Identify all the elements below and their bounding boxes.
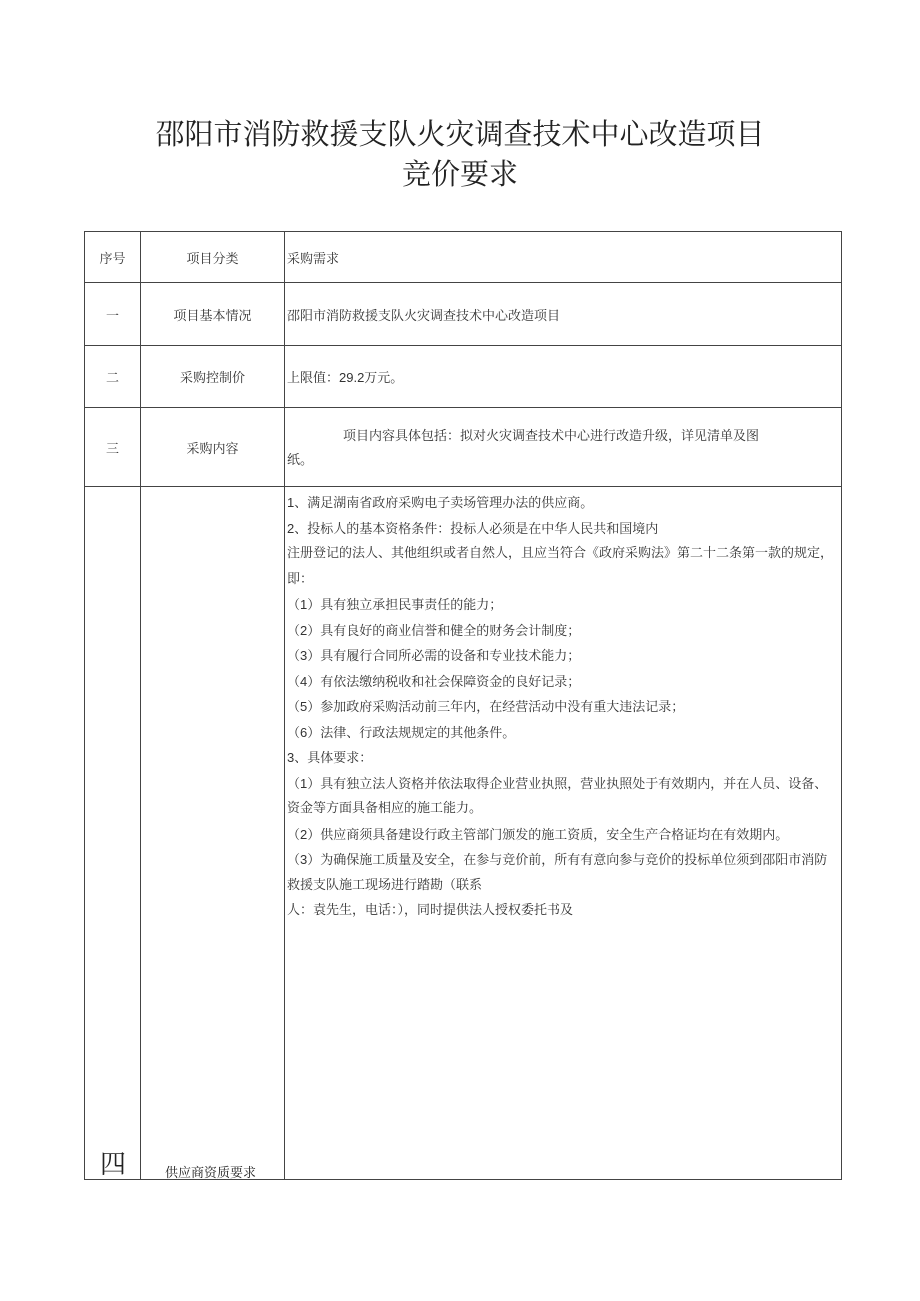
content-line: （6）法律、行政法规规定的其他条件。 [287,724,516,740]
table-row [85,346,842,408]
table-row [85,283,842,346]
row-category-four: 供应商资质要求 [165,1166,257,1181]
requirements-table [84,231,842,1180]
row-no: 三 [85,408,141,487]
header-category: 项目分类 [141,232,285,283]
content-line: （3）具有履行合同所必需的设备和专业技术能力； [287,648,581,663]
row-no: 二 [85,346,141,408]
row-content [285,487,842,1180]
row-content [285,408,842,487]
table-row [85,487,842,1180]
row-category: 采购内容 [141,408,285,487]
content-line: 即： [287,571,314,587]
content-line: （1）具有独立承担民事责任的能力； [287,597,503,612]
row-content: 邵阳市消防救援支队火灾调查技术中心改造项目 [285,283,842,346]
header-requirement: 采购需求 [285,232,842,283]
content-line: （5）参加政府采购活动前三年内，在经营活动中没有重大违法记录； [287,699,685,714]
content-line: （4）有依法缴纳税收和社会保障资金的良好记录； [287,673,581,689]
document-subtitle: 竞价要求 [401,157,518,191]
content-line: 纸。 [287,453,314,468]
content-line: （1）具有独立法人资格并依法取得企业营业执照，营业执照处于有效期内，并在人员、设备、 [287,775,828,791]
content-line: （3）为确保施工质量及安全，在参与竞价前，所有有意向参与竞价的投标单位须到邵阳市消防 [287,852,828,867]
content-line: 3、具体要求： [287,750,373,765]
content-line: 救援支队施工现场进行踏勘（联系 [287,877,483,893]
row-content: 上限值：29.2万元。 [285,346,842,408]
content-line: 项目内容具体包括：拟对火灾调查技术中心进行改造升级，详见清单及图 [343,429,760,444]
row-no-four: 四 [100,1150,127,1180]
row-category: 项目基本情况 [141,283,285,346]
content-line: 资金等方面具备相应的施工能力。 [287,801,483,816]
row-category: 采购控制价 [141,346,285,408]
content-line: 人：袁先生，电话：），同时提供法人授权委托书及 [287,903,574,918]
content-line: 1、满足湖南省政府采购电子卖场管理办法的供应商。 [287,495,594,510]
content-line: （2）具有良好的商业信誉和健全的财务会计制度； [287,622,581,638]
row-no: 一 [85,283,141,346]
content-line: （2）供应商须具备建设行政主管部门颁发的施工资质，安全生产合格证均在有效期内。 [287,826,789,842]
content-line: 2、投标人的基本资格条件：投标人必须是在中华人民共和国境内 [287,520,659,536]
row-no-cell [85,487,141,1180]
document-title: 邵阳市消防救援支队火灾调查技术中心改造项目 [155,117,765,151]
row-category-cell [141,487,285,1180]
header-no: 序号 [85,232,141,283]
table-header-row [85,232,842,283]
table-row [85,408,842,487]
content-line: 注册登记的法人、其他组织或者自然人，且应当符合《政府采购法》第二十二条第一款的规定， [287,546,834,561]
